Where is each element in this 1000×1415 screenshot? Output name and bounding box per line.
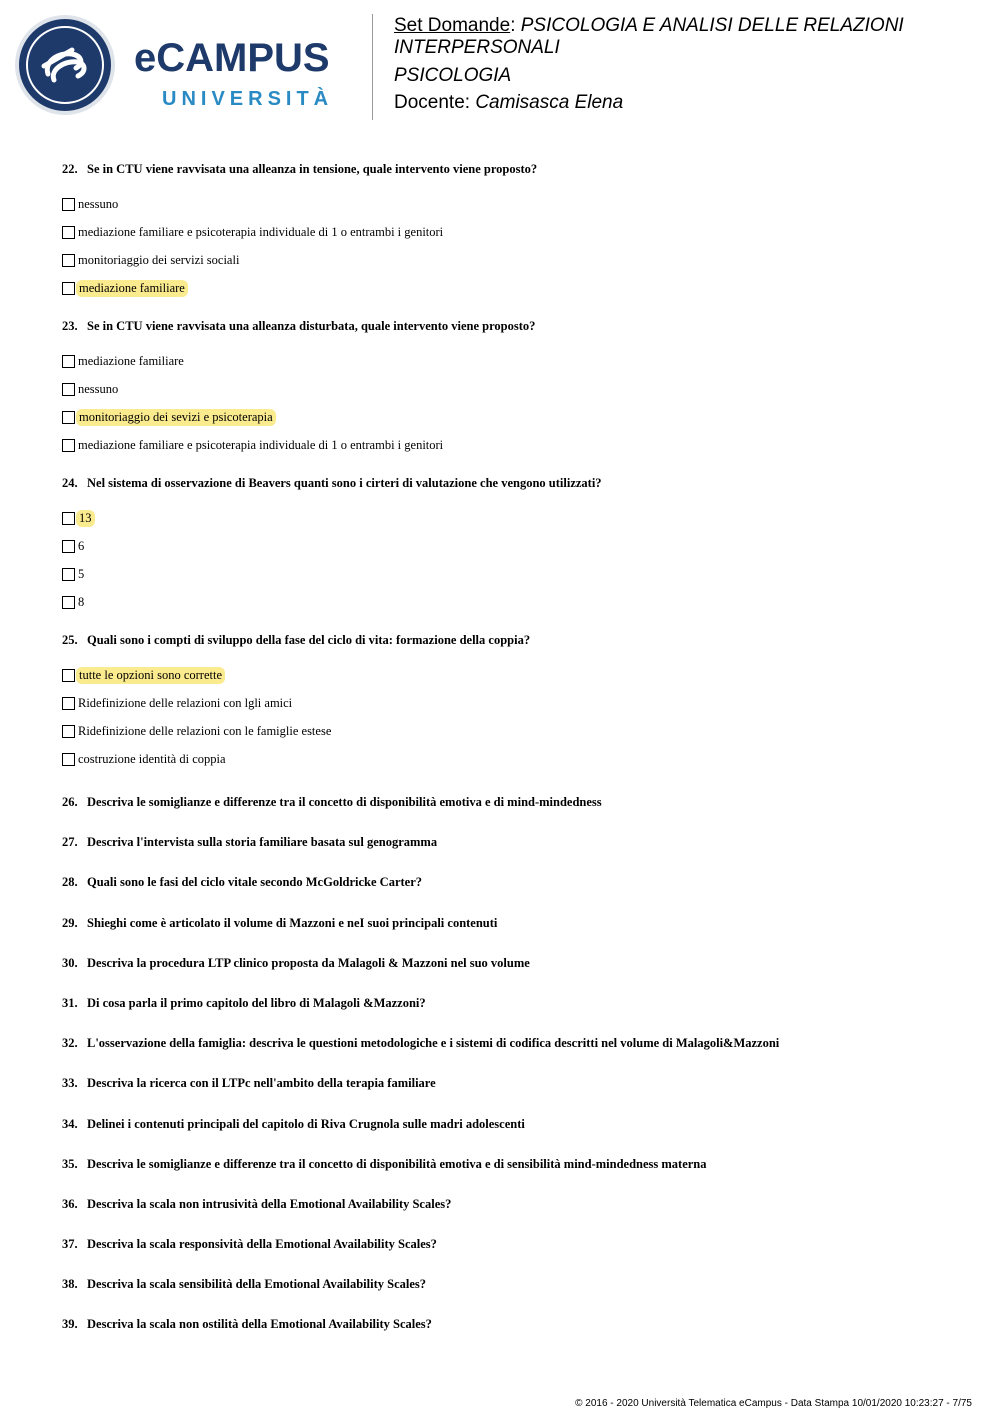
checkbox[interactable] — [62, 226, 75, 239]
open-question: 31. Di cosa parla il primo capitolo del libro di Malagoli &Mazzoni? — [62, 995, 426, 1010]
checkbox[interactable] — [62, 753, 75, 766]
answer-option[interactable]: mediazione familiare — [62, 347, 942, 375]
checkbox[interactable] — [62, 669, 75, 682]
checkbox[interactable] — [62, 383, 75, 396]
checkbox[interactable] — [62, 697, 75, 710]
question-heading: 23. Se in CTU viene ravvisata una alleanza disturbata, quale intervento viene proposto? — [62, 319, 536, 333]
checkbox[interactable] — [62, 355, 75, 368]
page-header — [0, 0, 1000, 130]
answer-option[interactable]: costruzione identità di coppia — [62, 745, 942, 773]
checkbox[interactable] — [62, 512, 75, 525]
answer-option[interactable]: 5 — [62, 560, 942, 588]
open-question: 26. Descriva le somiglianze e differenze tra il concetto di disponibilità emotiva e di mind-mindedness — [62, 795, 602, 809]
open-question: 36. Descriva la scala non intrusività della Emotional Availability Scales? — [62, 1196, 452, 1211]
answer-option-highlighted[interactable]: monitoriaggio dei sevizi e psicoterapia — [62, 403, 942, 431]
question-heading: 22. Se in CTU viene ravvisata una alleanza in tensione, quale intervento viene proposto? — [62, 162, 538, 176]
header-divider — [372, 14, 373, 120]
answer-option[interactable]: mediazione familiare e psicoterapia individuale di 1 o entrambi i genitori — [62, 218, 942, 246]
checkbox[interactable] — [62, 198, 75, 211]
header-info — [394, 15, 984, 114]
open-question: 39. Descriva la scala non ostilità della Emotional Availability Scales? — [62, 1317, 432, 1332]
answer-option-highlighted[interactable]: tutte le opzioni sono corrette — [62, 661, 942, 689]
answer-option[interactable]: nessuno — [62, 375, 942, 403]
checkbox[interactable] — [62, 439, 75, 452]
checkbox[interactable] — [62, 568, 75, 581]
answer-option-highlighted[interactable]: mediazione familiare — [62, 274, 942, 302]
docente-line — [394, 92, 984, 114]
answer-option[interactable]: monitoriaggio dei servizi sociali — [62, 246, 942, 274]
open-question: 37. Descriva la scala responsività della Emotional Availability Scales? — [62, 1237, 437, 1252]
open-question: 28. Quali sono le fasi del ciclo vitale secondo McGoldricke Carter? — [62, 875, 423, 890]
set-label: Set Domande — [394, 15, 511, 36]
answer-option[interactable]: mediazione familiare e psicoterapia individuale di 1 o entrambi i genitori — [62, 431, 942, 459]
answer-option[interactable]: nessuno — [62, 190, 942, 218]
ecampus-emblem-icon — [14, 14, 116, 116]
subject: PSICOLOGIA — [394, 65, 512, 86]
docente-name: Camisasca Elena — [475, 92, 624, 113]
checkbox[interactable] — [62, 596, 75, 609]
open-question: 35. Descriva le somiglianze e differenze tra il concetto di disponibilità emotiva e di sensibilità mind-mindedness materna — [62, 1156, 707, 1171]
docente-label: Docente: — [394, 92, 471, 113]
open-question: 38. Descriva la scala sensibilità della Emotional Availability Scales? — [62, 1277, 427, 1292]
checkbox[interactable] — [62, 725, 75, 738]
answer-option[interactable]: 8 — [62, 588, 942, 616]
logo-subtitle: UNIVERSITÀ — [162, 88, 334, 110]
answer-option[interactable]: 6 — [62, 532, 942, 560]
checkbox[interactable] — [62, 540, 75, 553]
checkbox[interactable] — [62, 254, 75, 267]
question-list — [62, 160, 942, 1356]
open-question: 29. Shieghi come è articolato il volume di Mazzoni e neI suoi principali contenuti — [62, 915, 498, 930]
set-title-line: Set Domande: PSICOLOGIA E ANALISI DELLE RELAZIONI INTERPERSONALI — [394, 15, 904, 58]
open-question: 34. Delinei i contenuti principali del capitolo di Riva Crugnola sulle madri adolescenti — [62, 1116, 525, 1131]
logo-wordmark: eCAMPUS — [134, 36, 330, 80]
answer-option[interactable]: Ridefinizione delle relazioni con lgli amici — [62, 689, 942, 717]
checkbox[interactable] — [62, 411, 75, 424]
open-question: 32. L'osservazione della famiglia: descriva le questioni metodologiche e i sistemi di codifica descritti nel volume di Malagoli&Mazzoni — [62, 1036, 780, 1051]
course-title: PSICOLOGIA E ANALISI DELLE RELAZIONI INTERPERSONALI — [394, 15, 904, 58]
subject-line — [394, 65, 984, 87]
open-question: 27. Descriva l'intervista sulla storia familiare basata sul genogramma — [62, 835, 438, 850]
open-question: 30. Descriva la procedura LTP clinico proposta da Malagoli & Mazzoni nel suo volume — [62, 955, 530, 970]
checkbox[interactable] — [62, 282, 75, 295]
question-heading: 24. Nel sistema di osservazione di Beavers quanti sono i cirteri di valutazione che vengono utilizzati? — [62, 476, 602, 490]
open-question: 33. Descriva la ricerca con il LTPc nell'ambito della terapia familiare — [62, 1076, 436, 1091]
page-footer: © 2016 - 2020 Università Telematica eCampus - Data Stampa 10/01/2020 10:23:27 - 7/75 — [575, 1398, 972, 1409]
answer-option-highlighted[interactable]: 13 — [62, 504, 942, 532]
question-heading: 25. Quali sono i compti di sviluppo della fase del ciclo di vita: formazione della coppia? — [62, 633, 531, 647]
answer-option[interactable]: Ridefinizione delle relazioni con le famiglie estese — [62, 717, 942, 745]
